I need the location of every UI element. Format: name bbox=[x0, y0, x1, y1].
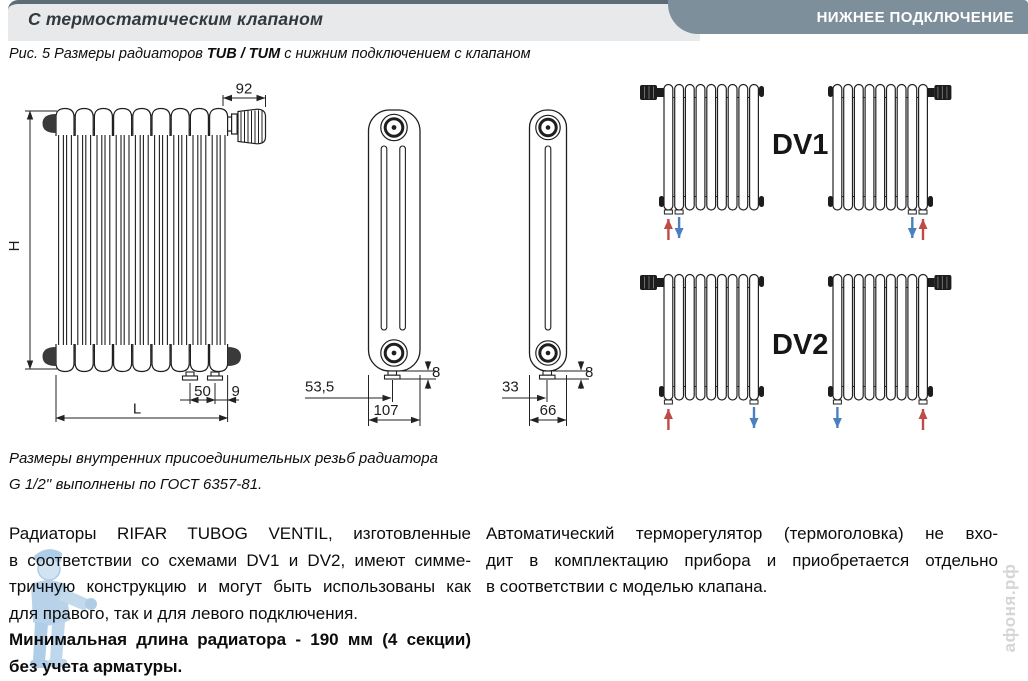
caption-models: TUB / TUM bbox=[206, 46, 281, 62]
scheme-label-dv2: DV2 bbox=[772, 329, 829, 361]
technical-drawings bbox=[0, 70, 1028, 442]
dim-tum-offset: 33 bbox=[502, 378, 519, 396]
paragraph-right: Автоматический терморегулятор (термоголовка) не вхо- дит в комплектацию прибора и приобретается отдельно в соответствии с моделью клапана. bbox=[486, 524, 998, 597]
paragraph-left: Радиаторы RIFAR TUBOG VENTIL, изготовленные в соответствии со схемами DV1 и DV2, имеют симме- тричную конструкцию и могут быть использованы как для правого, так и для левого подключения. bbox=[9, 524, 471, 623]
header-band bbox=[8, 0, 700, 41]
thread-note: Размеры внутренних присоединительных резьб радиатора G 1/2'' выполнены по ГОСТ 6357-81. bbox=[9, 450, 438, 493]
dim-height-h: H bbox=[6, 240, 23, 252]
side-view-tub bbox=[305, 110, 440, 426]
dim-tub-offset: 53,5 bbox=[305, 378, 335, 396]
caption-prefix: Рис. 5 Размеры радиаторов bbox=[9, 46, 207, 62]
scheme-dv1-left bbox=[640, 85, 764, 241]
dim-tum-depth: 66 bbox=[539, 402, 557, 419]
radiator-front-view bbox=[6, 81, 266, 423]
page-title: С термостатическим клапаном bbox=[28, 9, 324, 29]
caption-suffix: с нижним подключением с клапаном bbox=[280, 46, 531, 62]
site-watermark: афоня.рф bbox=[1000, 563, 1019, 653]
dim-port-spacing: 50 bbox=[194, 383, 211, 400]
figure-caption bbox=[9, 46, 531, 62]
scheme-label-dv1: DV1 bbox=[772, 129, 829, 161]
dim-tub-stub: 8 bbox=[432, 364, 441, 381]
scheme-dv2-left bbox=[640, 275, 764, 431]
thermostatic-valve-head bbox=[228, 109, 266, 144]
dim-valve-width: 92 bbox=[235, 80, 253, 98]
paragraph-min-length: Минимальная длина радиатора - 190 мм (4 секции) без учета арматуры. bbox=[9, 630, 471, 676]
dim-edge-offset: 9 bbox=[231, 383, 240, 400]
header-tab-bottom-connection bbox=[668, 0, 1028, 34]
scheme-dv1-right bbox=[828, 85, 951, 241]
scheme-dv2-right bbox=[828, 275, 951, 431]
dim-length-l: L bbox=[132, 400, 142, 418]
dim-tum-stub: 8 bbox=[585, 364, 594, 381]
dim-tub-depth: 107 bbox=[373, 402, 399, 419]
header-tab-label: НИЖНЕЕ ПОДКЛЮЧЕНИЕ bbox=[816, 8, 1014, 26]
side-view-tum bbox=[502, 110, 593, 426]
